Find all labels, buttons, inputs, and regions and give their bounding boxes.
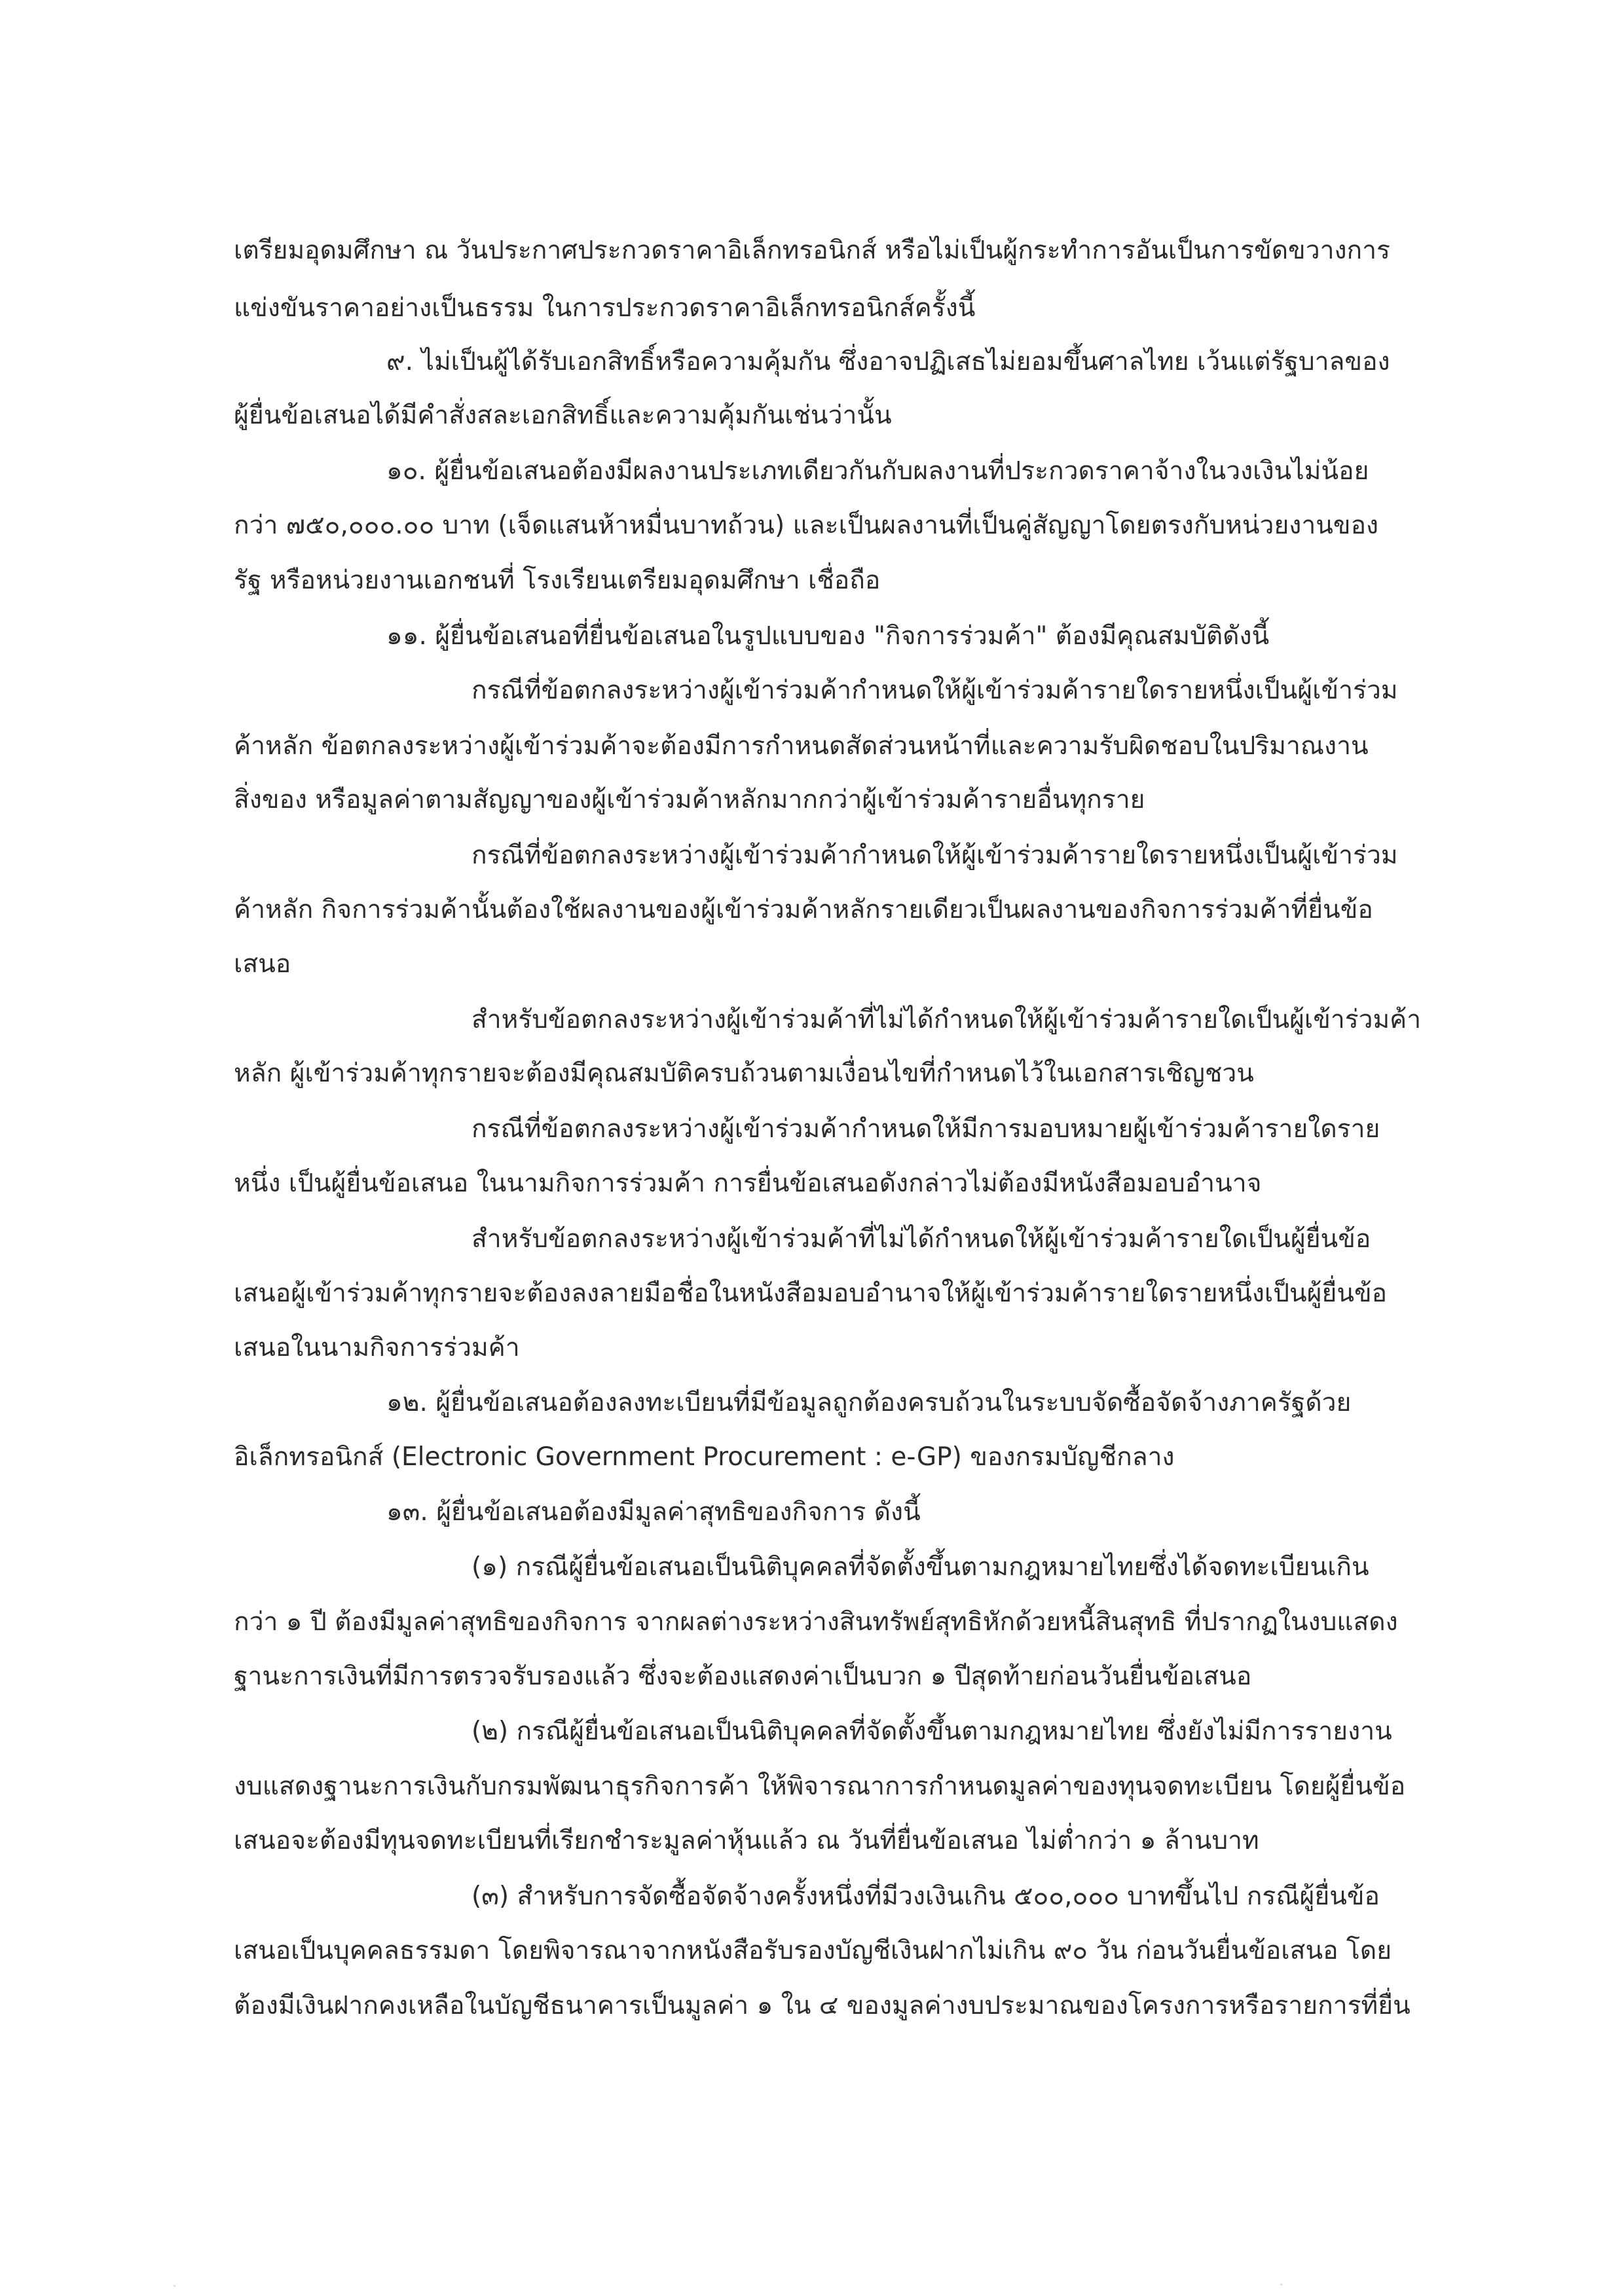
text-line: ต้องมีเงินฝากคงเหลือในบัญชีธนาคารเป็นมูลค่า ๑ ใน ๔ ของมูลค่างบประมาณของโครงการหรือรายการที่ยื่น — [234, 1991, 1411, 2020]
text-line: หลัก ผู้เข้าร่วมค้าทุกรายจะต้องมีคุณสมบัติครบถ้วนตามเงื่อนไขที่กำหนดไว้ในเอกสารเชิญชวน — [234, 1059, 1254, 1088]
text-line: สำหรับข้อตกลงระหว่างผู้เข้าร่วมค้าที่ไม่ได้กำหนดให้ผู้เข้าร่วมค้ารายใดเป็นผู้ยื่นข้อ — [471, 1224, 1371, 1254]
text-line: กรณีที่ข้อตกลงระหว่างผู้เข้าร่วมค้ากำหนดให้ผู้เข้าร่วมค้ารายใดรายหนึ่งเป็นผู้เข้าร่วม — [471, 676, 1398, 705]
text-line: ฐานะการเงินที่มีการตรวจรับรองแล้ว ซึ่งจะต้องแสดงค่าเป็นบวก ๑ ปีสุดท้ายก่อนวันยื่นข้อเสนอ — [234, 1662, 1252, 1691]
text-line: ผู้ยื่นข้อเสนอได้มีคำสั่งสละเอกสิทธิ์และความคุ้มกันเช่นว่านั้น — [234, 401, 892, 430]
text-line: สิ่งของ หรือมูลค่าตามสัญญาของผู้เข้าร่วมค้าหลักมากกว่าผู้เข้าร่วมค้ารายอื่นทุกราย — [234, 785, 1145, 814]
text-line: กว่า ๗๕๐,๐๐๐.๐๐ บาท (เจ็ดแสนห้าหมื่นบาทถ้วน) และเป็นผลงานที่เป็นคู่สัญญาโดยตรงกับหน่วยงานของ — [234, 511, 1379, 540]
text-line: (๒) กรณีผู้ยื่นข้อเสนอเป็นนิติบุคคลที่จัดตั้งขึ้นตามกฎหมายไทย ซึ่งยังไม่มีการรายงาน — [471, 1717, 1392, 1746]
text-line: ๙. ไม่เป็นผู้ได้รับเอกสิทธิ์หรือความคุ้มกัน ซึ่งอาจปฏิเสธไม่ยอมขึ้นศาลไทย เว้นแต่รัฐบาลของ — [386, 347, 1390, 376]
scan-speck — [1280, 2284, 1282, 2286]
text-line: เตรียมอุดมศึกษา ณ วันประกาศประกวดราคาอิเล็กทรอนิกส์ หรือไม่เป็นผู้กระทำการอันเป็นการขัดขวางการ — [234, 236, 1391, 265]
text-line: เสนอเป็นบุคคลธรรมดา โดยพิจารณาจากหนังสือรับรองบัญชีเงินฝากไม่เกิน ๙๐ วัน ก่อนวันยื่นข้อเสนอ โดย — [234, 1936, 1392, 1965]
text-line: ค้าหลัก กิจการร่วมค้านั้นต้องใช้ผลงานของผู้เข้าร่วมค้าหลักรายเดียวเป็นผลงานของกิจการร่วมค้าที่ยื่นข้อ — [234, 895, 1373, 924]
text-line: ๑๒. ผู้ยื่นข้อเสนอต้องลงทะเบียนที่มีข้อมูลถูกต้องครบถ้วนในระบบจัดซื้อจัดจ้างภาครัฐด้วย — [386, 1388, 1352, 1417]
text-line: เสนอผู้เข้าร่วมค้าทุกรายจะต้องลงลายมือชื่อในหนังสือมอบอำนาจให้ผู้เข้าร่วมค้ารายใดรายหนึ่งเป็นผู้ยื่นข้อ — [234, 1279, 1388, 1308]
text-line: งบแสดงฐานะการเงินกับกรมพัฒนาธุรกิจการค้า ให้พิจารณาการกำหนดมูลค่าของทุนจดทะเบียน โดยผู้ยื่นข้อ — [234, 1772, 1406, 1801]
text-line: กรณีที่ข้อตกลงระหว่างผู้เข้าร่วมค้ากำหนดให้มีการมอบหมายผู้เข้าร่วมค้ารายใดราย — [471, 1114, 1380, 1144]
text-line: กว่า ๑ ปี ต้องมีมูลค่าสุทธิของกิจการ จากผลต่างระหว่างสินทรัพย์สุทธิหักด้วยหนี้สินสุทธิ ที่ปรากฏในงบแสดง — [234, 1607, 1398, 1637]
scan-speck — [174, 2285, 175, 2287]
text-line: แข่งขันราคาอย่างเป็นธรรม ในการประกวดราคาอิเล็กทรอนิกส์ครั้งนี้ — [234, 293, 976, 323]
text-line: กรณีที่ข้อตกลงระหว่างผู้เข้าร่วมค้ากำหนดให้ผู้เข้าร่วมค้ารายใดรายหนึ่งเป็นผู้เข้าร่วม — [471, 841, 1398, 870]
text-line: ค้าหลัก ข้อตกลงระหว่างผู้เข้าร่วมค้าจะต้องมีการกำหนดสัดส่วนหน้าที่และความรับผิดชอบในปริมาณงาน — [234, 731, 1369, 761]
text-line: ๑๓. ผู้ยื่นข้อเสนอต้องมีมูลค่าสุทธิของกิจการ ดังนี้ — [386, 1497, 921, 1527]
text-line: สำหรับข้อตกลงระหว่างผู้เข้าร่วมค้าที่ไม่ได้กำหนดให้ผู้เข้าร่วมค้ารายใดเป็นผู้เข้าร่วมค้า — [471, 1005, 1422, 1034]
text-line: (๓) สำหรับการจัดซื้อจัดจ้างครั้งหนึ่งที่มีวงเงินเกิน ๕๐๐,๐๐๐ บาทขึ้นไป กรณีผู้ยื่นข้อ — [471, 1882, 1380, 1911]
text-line: รัฐ หรือหน่วยงานเอกชนที่ โรงเรียนเตรียมอุดมศึกษา เชื่อถือ — [234, 566, 881, 595]
text-line: อิเล็กทรอนิกส์ (Electronic Government Procurement : e-GP) ของกรมบัญชีกลาง — [234, 1442, 1175, 1472]
text-line: เสนอในนามกิจการร่วมค้า — [234, 1333, 520, 1362]
text-line: เสนอ — [234, 949, 291, 979]
text-line: เสนอจะต้องมีทุนจดทะเบียนที่เรียกชำระมูลค่าหุ้นแล้ว ณ วันที่ยื่นข้อเสนอ ไม่ต่ำกว่า ๑ ล้านบาท — [234, 1826, 1259, 1855]
text-line: ๑๐. ผู้ยื่นข้อเสนอต้องมีผลงานประเภทเดียวกันกับผลงานที่ประกวดราคาจ้างในวงเงินไม่น้อย — [386, 456, 1369, 486]
text-line: หนึ่ง เป็นผู้ยื่นข้อเสนอ ในนามกิจการร่วมค้า การยื่นข้อเสนอดังกล่าวไม่ต้องมีหนังสือมอบอำนาจ — [234, 1169, 1262, 1198]
text-line: (๑) กรณีผู้ยื่นข้อเสนอเป็นนิติบุคคลที่จัดตั้งขึ้นตามกฎหมายไทยซึ่งได้จดทะเบียนเกิน — [471, 1552, 1369, 1582]
text-line: ๑๑. ผู้ยื่นข้อเสนอที่ยื่นข้อเสนอในรูปแบบของ "กิจการร่วมค้า" ต้องมีคุณสมบัติดังนี้ — [386, 621, 1270, 651]
